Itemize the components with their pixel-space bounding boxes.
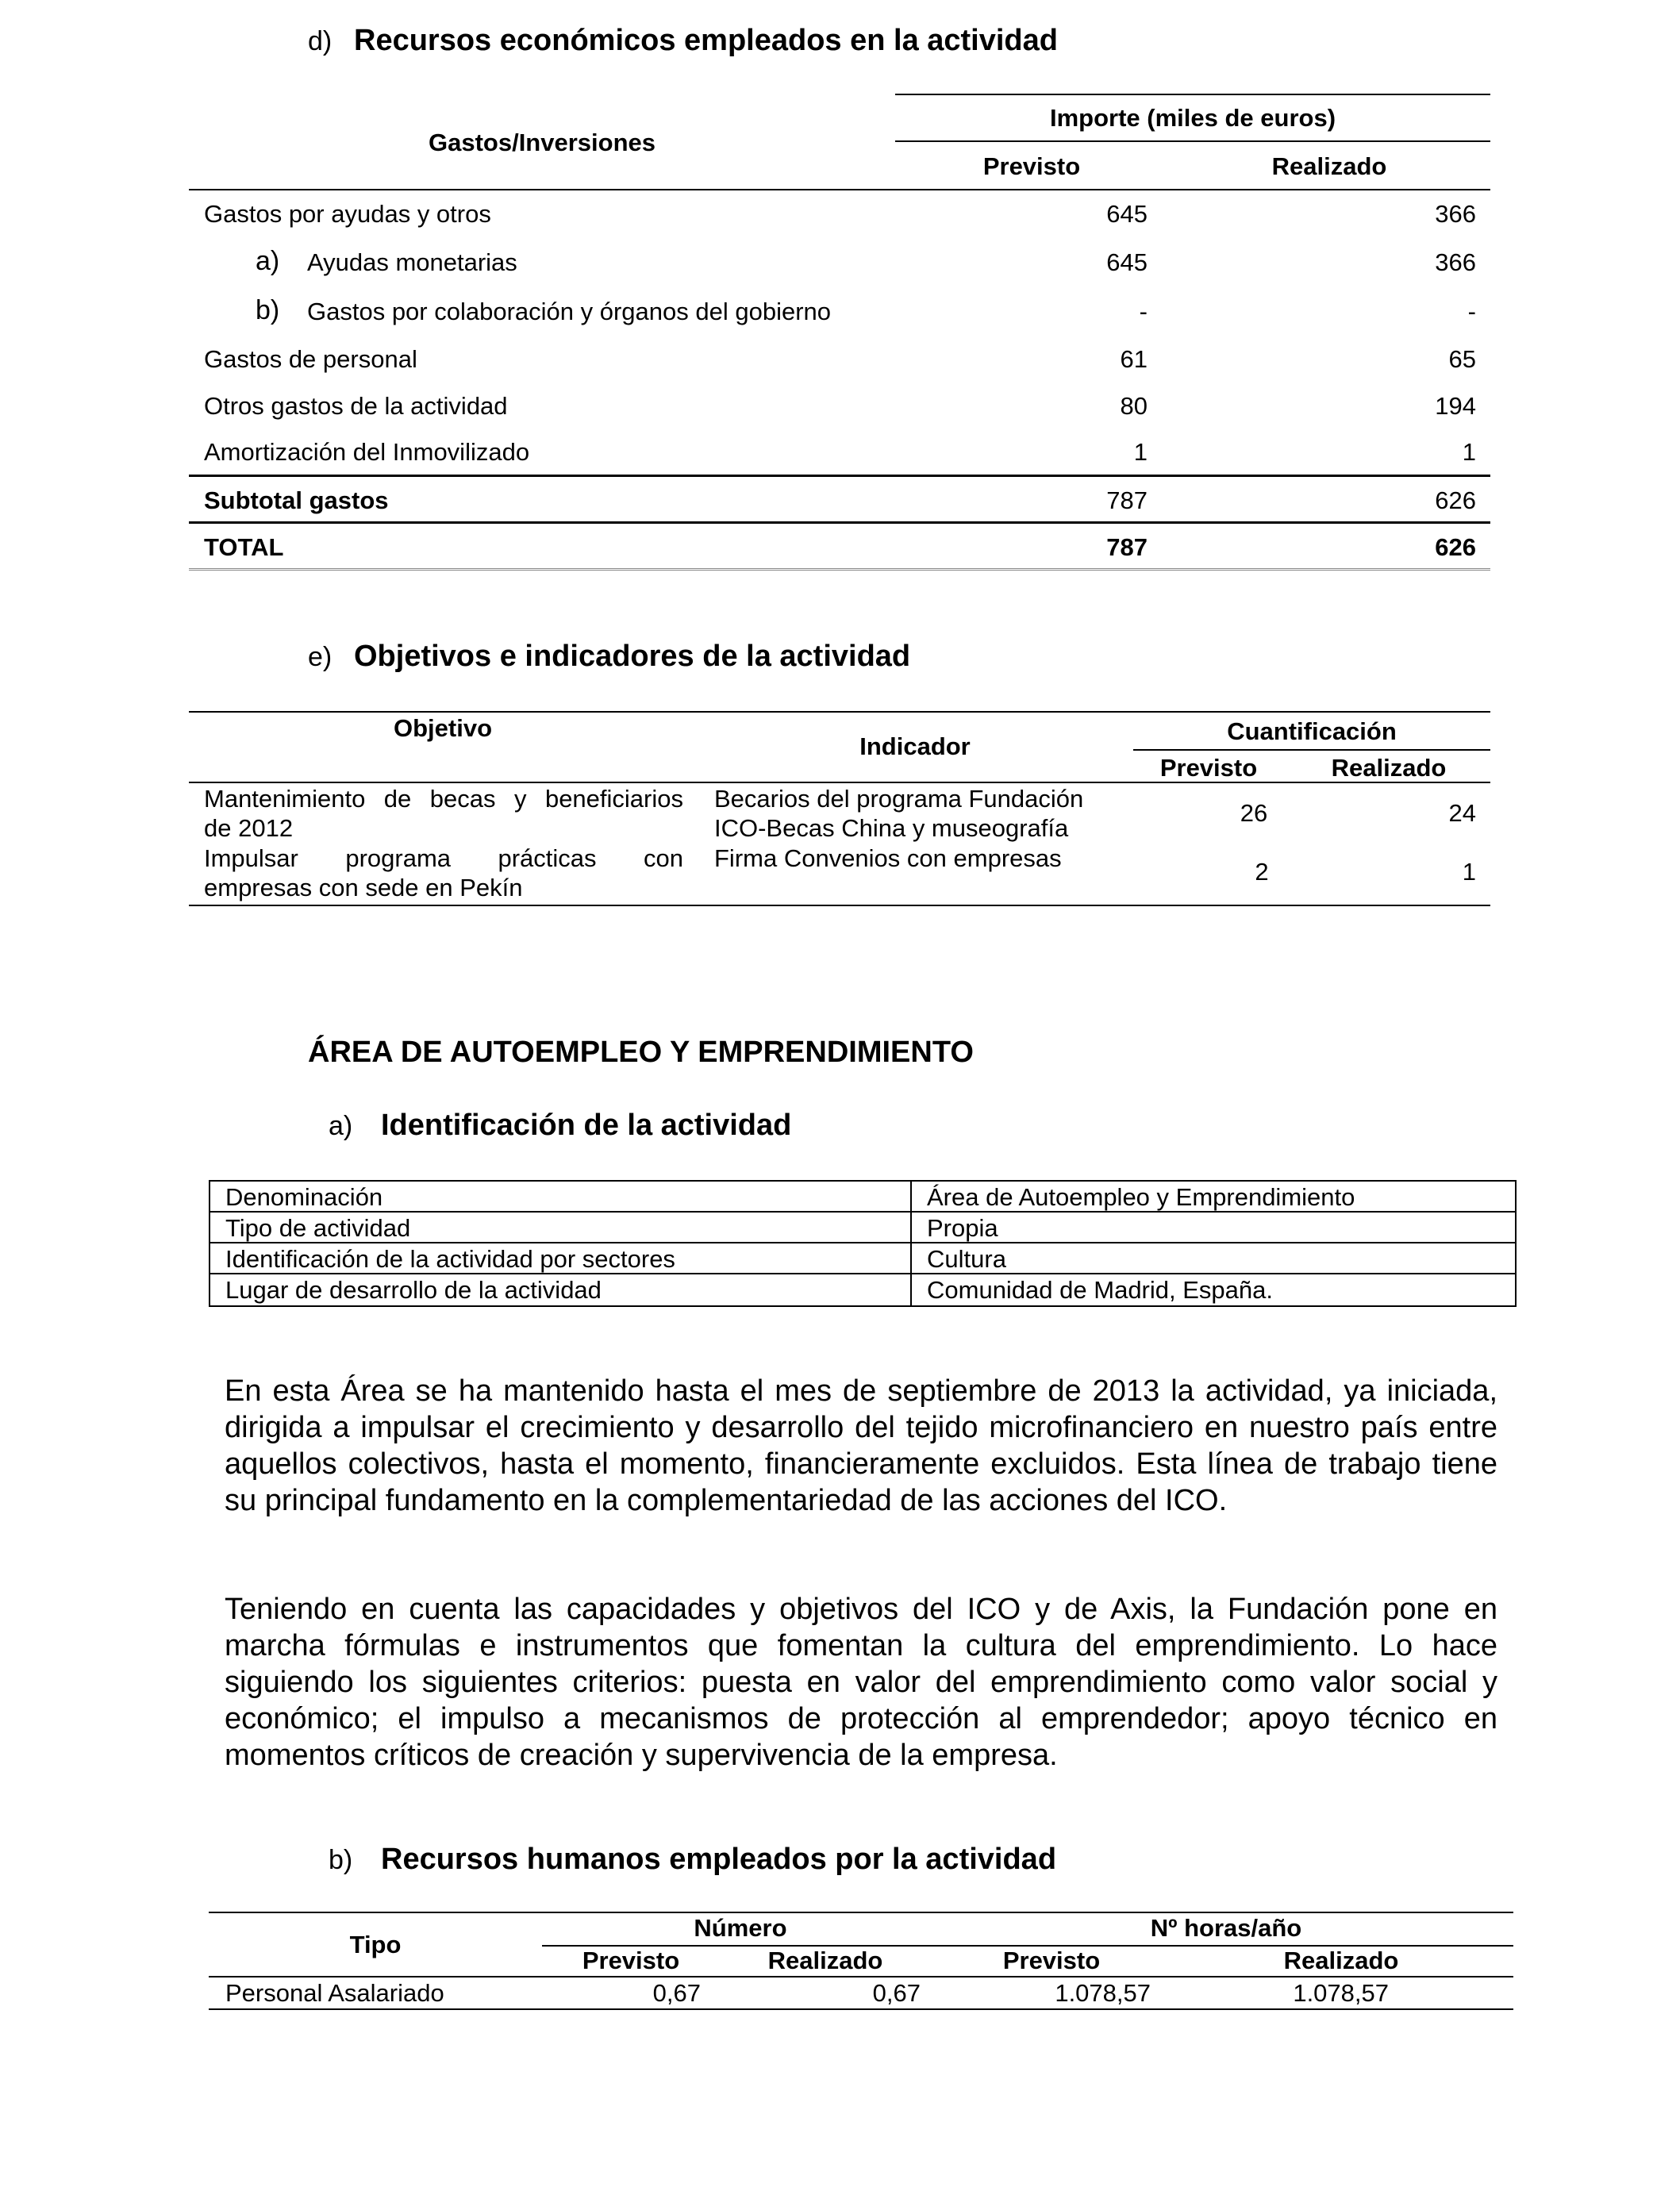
col-header-importe: Importe (miles de euros) [1049,104,1336,132]
hr-num-previsto: 0,67 [652,1979,701,2007]
section-e-mark: e) [308,642,333,672]
section-a-heading [329,1109,791,1143]
table-rule [209,1912,1513,1913]
subtotal-label: Subtotal gastos [204,486,389,514]
col-header-previsto: Previsto [982,152,1081,180]
row-realizado: 1 [1462,438,1476,466]
total-realizado: 626 [1435,533,1476,561]
id-value: Propia [927,1214,998,1242]
section-a-title: Identificación de la actividad [381,1109,792,1142]
row-previsto: 1 [1133,438,1148,466]
subtotal-realizado: 626 [1435,486,1476,514]
body-paragraph: En esta Área se ha mantenido hasta el mes de septiembre de 2013 la actividad, ya iniciada, dirigida a impulsar el crecimiento y desarrollo del tejido microfinanciero en nuestro país entre aquellos colectivos, hasta el momento, financieramente excluidos. Esta línea de trabajo tiene su principal fundamento en la complementariedad de las acciones del ICO. [225,1374,1497,1517]
hr-tipo: Personal Asalariado [225,1979,444,2007]
table-rule [1133,749,1490,751]
table-rule [189,189,1490,190]
row-realizado: 366 [1435,200,1476,228]
id-key: Identificación de la actividad por sectores [225,1245,675,1273]
section-e-heading [308,640,910,674]
quant-previsto: 2 [1255,858,1269,886]
table-rule-double [189,568,1490,573]
col-header-tipo: Tipo [349,1931,402,1958]
col-header-cuantificacion: Cuantificación [1227,717,1397,745]
hr-num-realizado: 0,67 [872,1979,921,2007]
col-header-indicador: Indicador [859,732,971,760]
objective-line-2: empresas con sede en Pekín [204,874,523,901]
body-paragraph: Teniendo en cuenta las capacidades y objetivos del ICO y de Axis, la Fundación pone en marcha fórmulas e instrumentos que fomentan la cultura del emprendimiento. Lo hace siguiendo los siguientes criterios: puesta en valor del emprendimiento como valor social y económico; el impulso a mecanismos de protección al emprendedor; apoyo técnico en momentos críticos de creación y supervivencia de la empresa. [225,1593,1497,1772]
section-b-mark: b) [329,1845,353,1875]
indicator-line-1: Becarios del programa Fundación [714,785,1084,813]
col-header-numero: Número [694,1914,787,1942]
row-previsto: 80 [1120,392,1148,420]
section-d-title: Recursos económicos empleados en la actividad [354,24,1058,57]
quant-previsto: 26 [1240,799,1268,827]
indicator-line-2: ICO-Becas China y museografía [714,814,1069,842]
section-e-title: Objetivos e indicadores de la actividad [354,640,911,673]
id-value: Cultura [927,1245,1006,1273]
table-rule [189,475,1490,477]
row-label: Gastos de personal [204,345,417,373]
indicator-line-1: Firma Convenios con empresas [714,844,1062,872]
col-header-realizado: Realizado [1271,152,1387,180]
col-header-objetivo: Objetivo [393,714,492,742]
section-d-mark: d) [308,26,333,56]
row-realizado: 65 [1448,345,1476,373]
row-label: Otros gastos de la actividad [204,392,508,420]
row-previsto: 61 [1120,345,1148,373]
col-header-previsto: Previsto [1159,754,1258,782]
table-rule [209,1976,1513,1977]
col-header-num-previsto: Previsto [582,1947,680,1974]
row-previsto: 645 [1106,200,1148,228]
objective-line-2: de 2012 [204,814,294,842]
table-rule [189,905,1490,906]
table-rule [209,1211,1515,1213]
objective-line-1: Mantenimiento de becas y beneficiarios [204,785,683,813]
section-b-title: Recursos humanos empleados por la actividad [381,1843,1057,1876]
row-realizado: 194 [1435,392,1476,420]
row-mark: b) [256,295,280,325]
id-value: Área de Autoempleo y Emprendimiento [927,1183,1355,1211]
quant-realizado: 24 [1448,799,1476,827]
table-rule [895,140,1490,142]
col-header-realizado: Realizado [1331,754,1447,782]
id-key: Tipo de actividad [225,1214,411,1242]
col-header-hor-previsto: Previsto [1002,1947,1101,1974]
subtotal-previsto: 787 [1106,486,1148,514]
table-rule [209,2008,1513,2010]
id-key: Denominación [225,1183,383,1211]
row-previsto: - [1139,298,1148,325]
id-value: Comunidad de Madrid, España. [927,1276,1273,1304]
section-d-heading [308,24,1058,58]
table-rule [189,711,1490,713]
table-rule [895,94,1490,95]
col-header-hor-realizado: Realizado [1283,1947,1399,1974]
row-realizado: - [1467,298,1476,325]
row-label: Gastos por colaboración y órganos del gobierno [307,298,832,325]
hr-hor-previsto: 1.078,57 [1055,1979,1151,2007]
id-key: Lugar de desarrollo de la actividad [225,1276,602,1304]
area-title: ÁREA DE AUTOEMPLEO Y EMPRENDIMIENTO [308,1036,974,1069]
hr-hor-realizado: 1.078,57 [1293,1979,1389,2007]
table-rule [189,782,1490,783]
quant-realizado: 1 [1462,858,1476,886]
table-rule [209,1242,1515,1243]
total-label: TOTAL [204,533,284,561]
col-header-horas: Nº horas/año [1150,1914,1302,1942]
section-b-heading [329,1843,1056,1877]
row-realizado: 366 [1435,248,1476,276]
row-previsto: 645 [1106,248,1148,276]
col-header-num-realizado: Realizado [767,1947,883,1974]
row-label: Gastos por ayudas y otros [204,200,491,228]
table-rule [209,1273,1515,1274]
col-header-gastos: Gastos/Inversiones [428,129,655,156]
row-label: Ayudas monetarias [307,248,517,276]
row-label: Amortización del Inmovilizado [204,438,530,466]
objective-line-1: Impulsar programa prácticas con [204,844,683,872]
table-rule [189,521,1490,524]
row-mark: a) [256,246,280,276]
section-a-mark: a) [329,1111,353,1141]
total-previsto: 787 [1106,533,1148,561]
